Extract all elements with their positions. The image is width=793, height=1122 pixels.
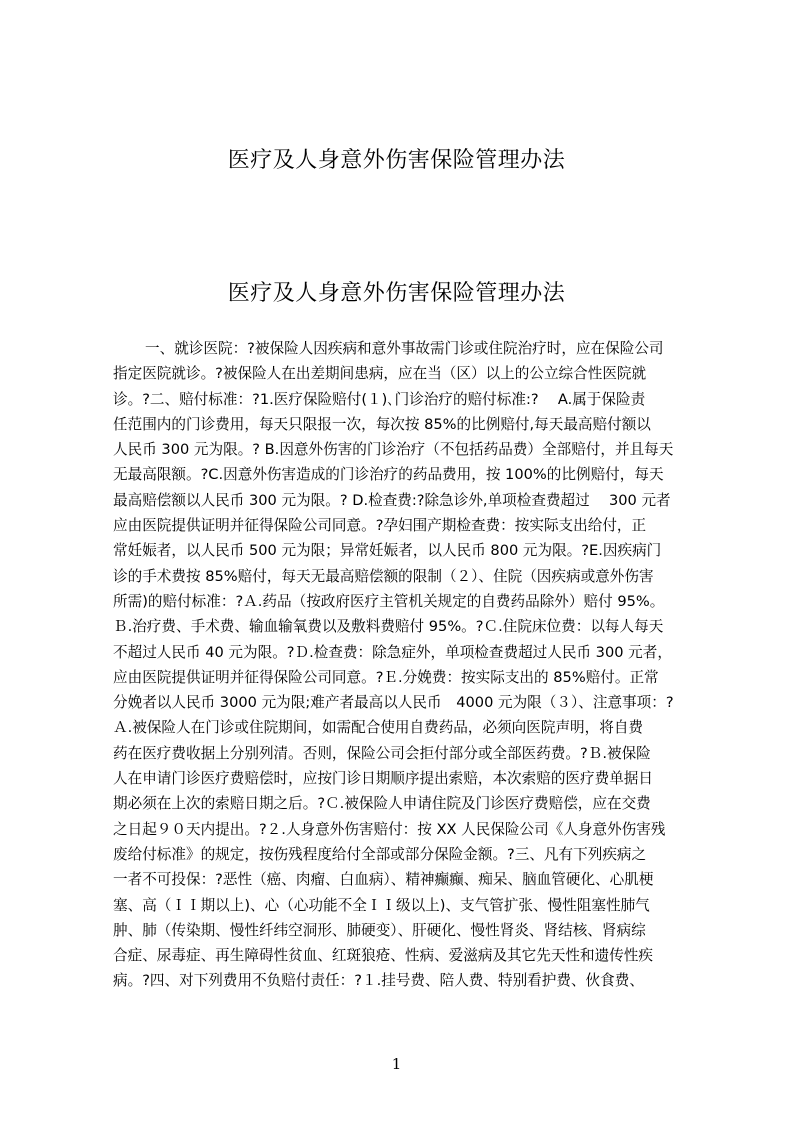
body-text-line: 人民币 300 元为限。? B.因意外伤害的门诊治疗（不包括药品费）全部赔付，并且每天	[113, 441, 674, 459]
body-text-line: 任范围内的门诊费用，每天只限报一次，每次按 85%的比例赔付,每天最高赔付额以	[113, 415, 651, 433]
body-text-line: 所需)的赔付标准：?Ａ.药品（按政府医疗主管机关规定的自费药品除外）赔付 95%。	[113, 592, 665, 610]
body-text-line: 病。?四、对下列费用不负赔付责任：?１.挂号费、陪人费、特别看护费、伙食费、	[113, 972, 644, 990]
page-number: 1	[391, 1055, 402, 1073]
body-text-line: 塞、高（ＩＩ期以上)、心（心功能不全ＩＩ级以上)、支气管扩张、慢性阻塞性肺气	[113, 896, 650, 914]
body-text-line: 一、就诊医院：?被保险人因疾病和意外事故需门诊或住院治疗时，应在保险公司	[145, 340, 664, 357]
body-text-line: 常妊娠者，以人民币 500 元为限；异常妊娠者，以人民币 800 元为限。?E.因疾病门	[113, 542, 662, 560]
body-text-line: 肿、肺（传染期、慢性纤纬空洞形、肺硬变）、肝硬化、慢性肾炎、肾结核、肾病综	[113, 921, 646, 939]
body-text-line: 最高赔偿额以人民币 300 元为限。? D.检查费:?除急诊外,单项检查费超过 300 元者	[113, 491, 671, 509]
body-text-line: 人在申请门诊医疗费赔偿时，应按门诊日期顺序提出索赔，本次索赔的医疗费单据日	[113, 770, 653, 788]
document-title-main: 医疗及人身意外伤害保险管理办法	[227, 281, 566, 306]
body-text-line: 应由医院提供证明并征得保险公司同意。?孕妇围产期检查费：按实际支出给付，正	[113, 517, 647, 535]
body-text-line: 无最高限额。?C.因意外伤害造成的门诊治疗的药品费用，按 100%的比例赔付，每天	[113, 466, 664, 484]
body-text-line: 诊。?二、赔付标准：?1.医疗保险赔付(１)､门诊治疗的赔付标准:? A.属于保险责	[113, 390, 646, 408]
body-text-line: 指定医院就诊。?被保险人在出差期间患病，应在当（区）以上的公立综合性医院就	[113, 365, 647, 383]
body-text-line: 合症、尿毒症、再生障碍性贫血、红斑狼疮、性病、爱滋病及其它先天性和遗传性疾	[113, 947, 653, 965]
body-text-line: 废给付标准》的规定，按伤残程度给付全部或部分保险金额。?三、凡有下列疾病之	[113, 845, 647, 863]
body-text-line: 一者不可投保：?恶性（癌、肉瘤、白血病）、精神癫癫、痴呆、脑血管硬化、心肌梗	[113, 871, 654, 889]
body-text-line: 诊的手术费按 85%赔付，每天无最高赔偿额的限制（２）、住院（因疾病或意外伤害	[113, 567, 654, 585]
document-body	[113, 336, 708, 994]
body-text-line: 期必须在上次的索赔日期之后。?Ｃ.被保险人申请住院及门诊医疗费赔偿，应在交费	[113, 795, 651, 813]
body-text-line: Ｂ.治疗费、手术费、输血输氧费以及敷料费赔付 95%。?Ｃ.住院床位费：以每人每天	[113, 618, 664, 636]
body-text-line: 应由医院提供证明并征得保险公司同意。?Ｅ.分娩费：按实际支出的 85%赔付。正常	[113, 668, 659, 686]
body-text-line: 药在医疗费收据上分别列清。否则，保险公司会拒付部分或全部医药费。?Ｂ.被保险	[113, 744, 651, 762]
body-text-line: 不超过人民币 40 元为限。?Ｄ.检查费：除急症外，单项检查费超过人民币 300 元者，	[113, 643, 672, 661]
body-text-line: Ａ.被保险人在门诊或住院期间，如需配合使用自费药品，必须向医院声明，将自费	[113, 719, 644, 737]
body-text-line: 之日起９０天内提出。?２.人身意外伤害赔付：按 XX 人民保险公司《人身意外伤害残	[113, 820, 666, 838]
body-text-line: 分娩者以人民币 3000 元为限;难产者最高以人民币 4000 元为限（３）、注意事项：?	[113, 694, 674, 712]
document-title-top: 医疗及人身意外伤害保险管理办法	[227, 148, 566, 173]
